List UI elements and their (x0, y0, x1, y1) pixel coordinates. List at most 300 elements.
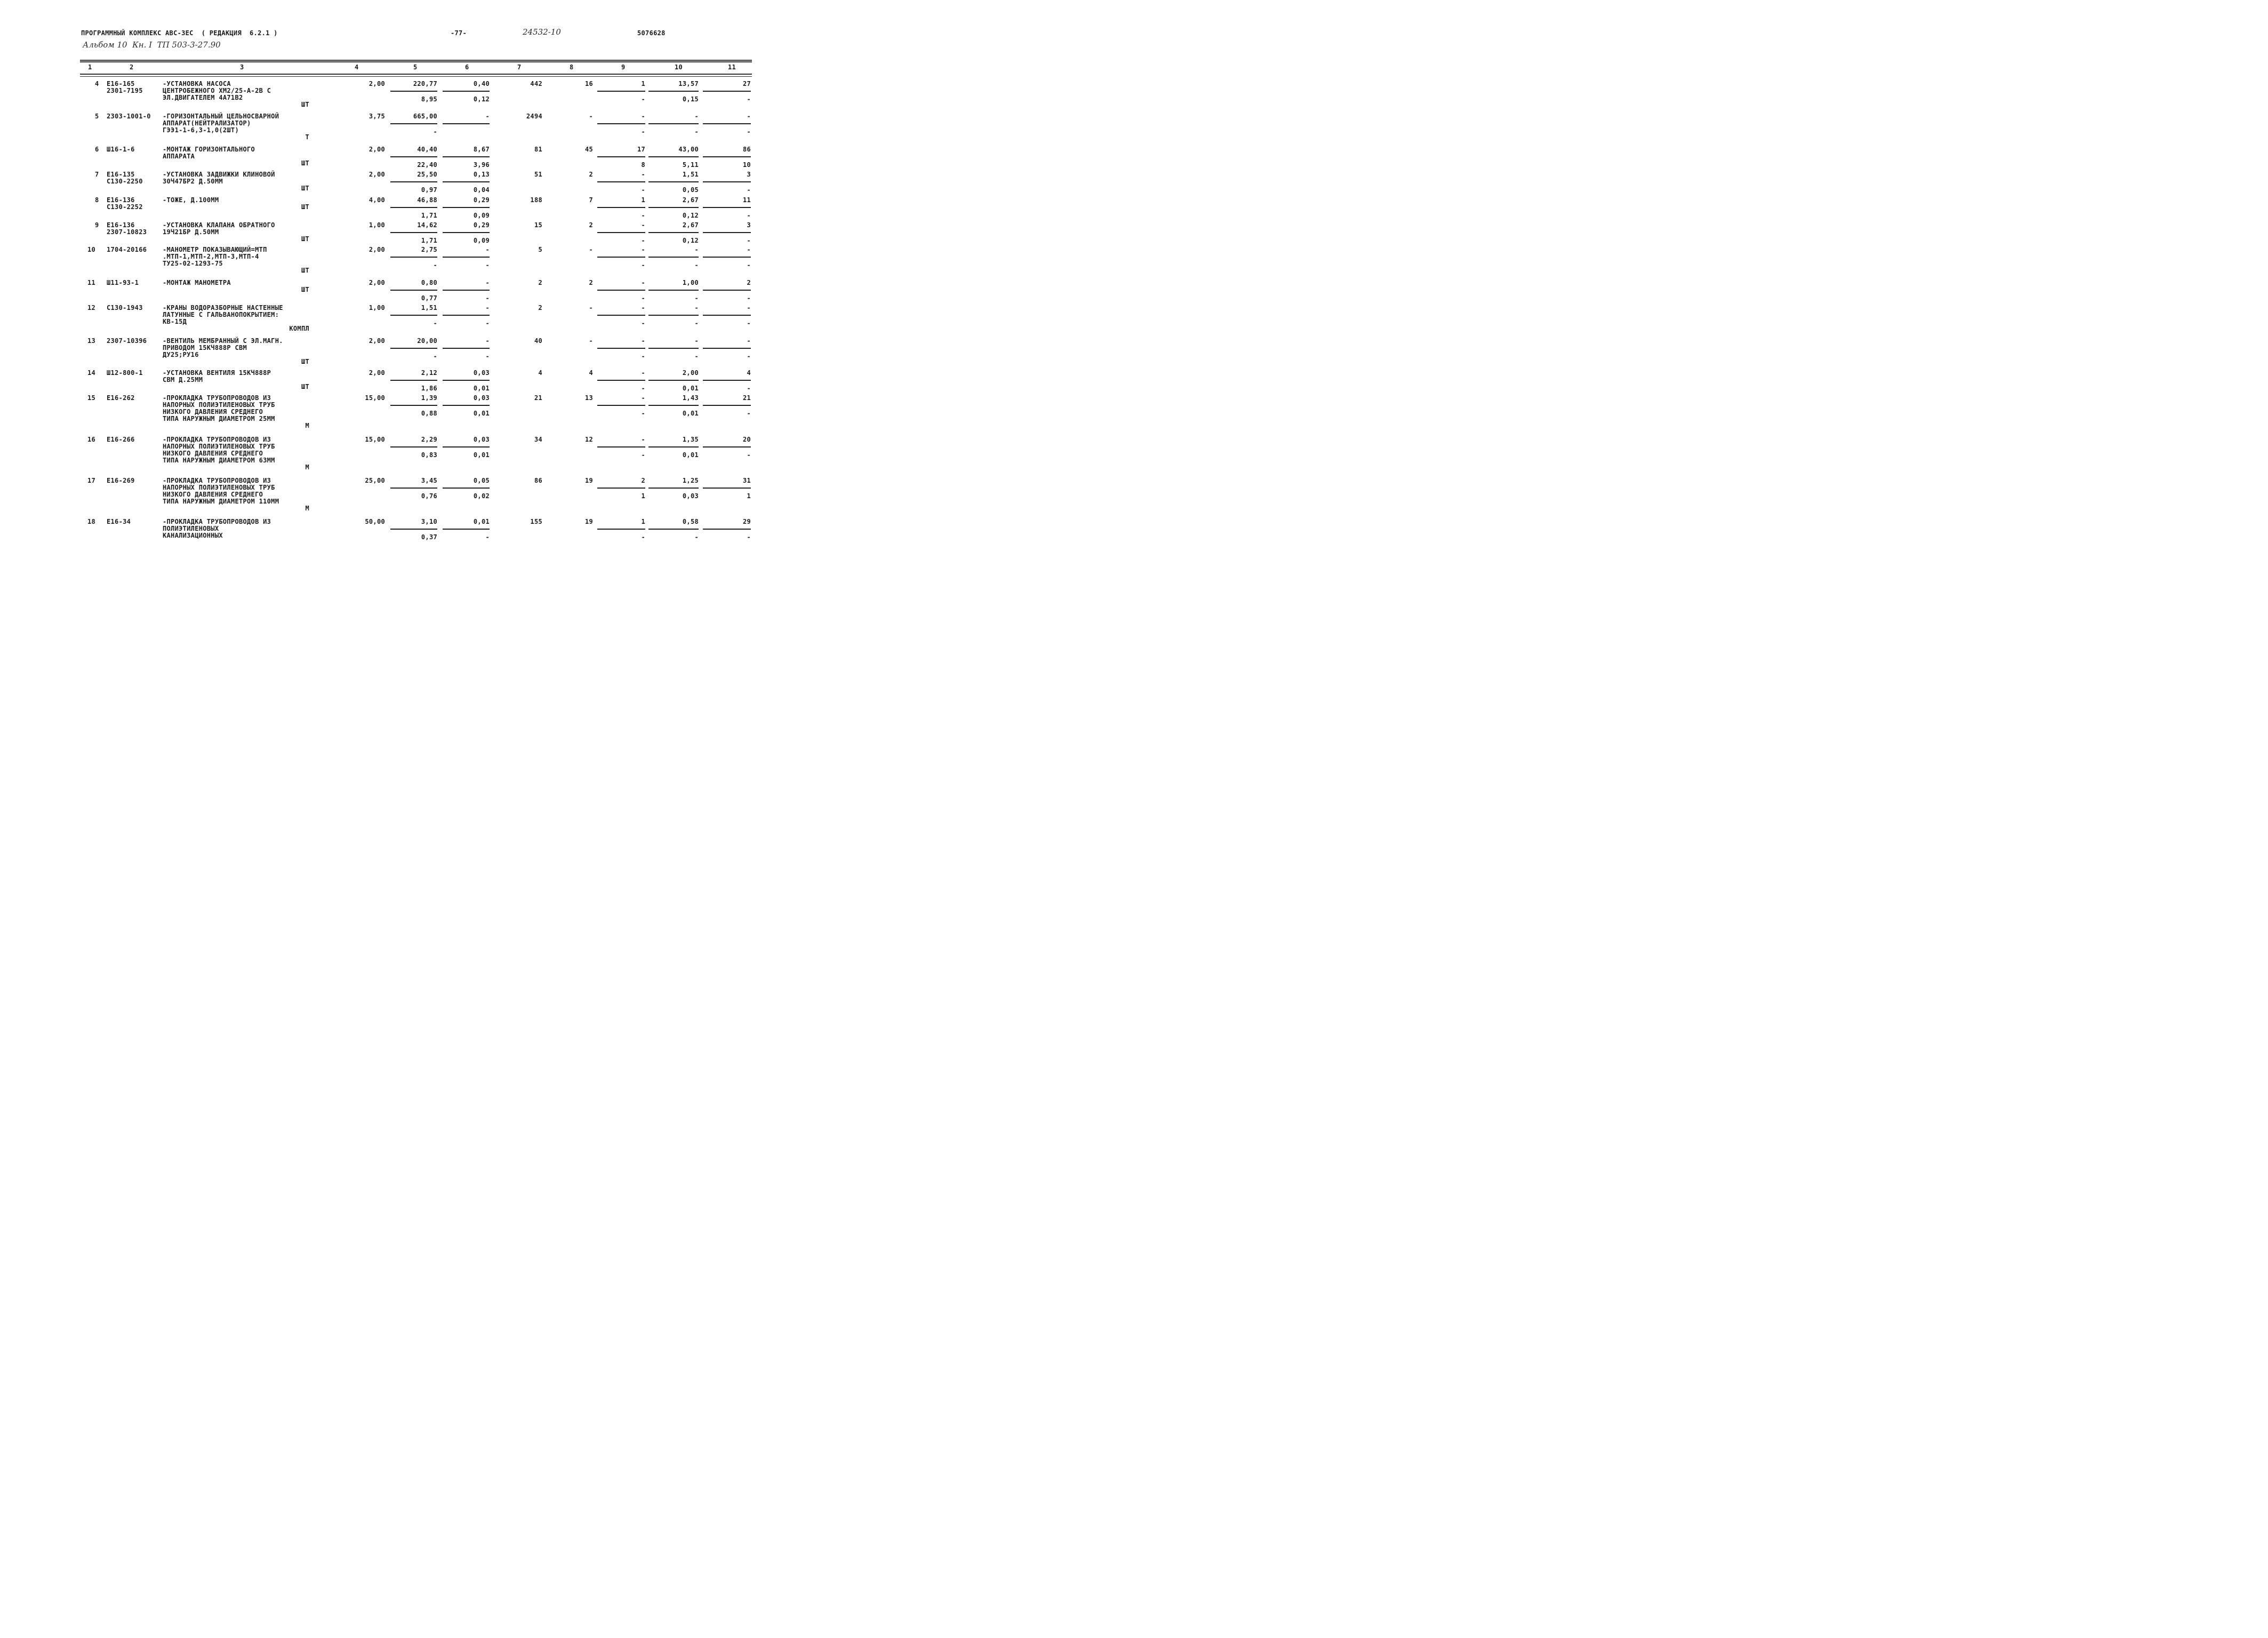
row-code: 2307-10396 (107, 337, 147, 345)
cell-col-9: - (641, 279, 645, 286)
row-code: Е16-136 2307-10823 (107, 221, 147, 236)
cell-col-10: 2,00 (682, 369, 699, 377)
cell-col-8: 19 (584, 518, 593, 525)
cell-col-6-secondary: - (485, 353, 490, 360)
cell-col-6: 0,03 (473, 369, 490, 377)
cell-col-11: 31 (742, 477, 751, 484)
row-unit: М (305, 505, 309, 512)
cell-underline (443, 123, 490, 124)
row-number: 13 (87, 337, 96, 345)
document-code: 5076628 (637, 29, 666, 37)
col-head-8: 8 (570, 63, 574, 71)
row-number: 14 (87, 369, 96, 377)
cell-col-9-secondary: - (641, 353, 645, 360)
cell-col-8: - (589, 113, 593, 120)
cell-col-11: 4 (747, 369, 751, 377)
cell-col-11-secondary: - (747, 95, 751, 103)
cell-col-9: - (641, 394, 645, 402)
cell-col-9: 17 (637, 146, 645, 153)
cell-col-5-secondary: - (433, 353, 437, 360)
row-unit: ШТ (301, 235, 309, 243)
cell-col-6: 0,03 (473, 394, 490, 402)
cell-underline (648, 348, 699, 349)
cell-col-10-secondary: - (694, 294, 699, 302)
cell-col-5-secondary: - (433, 261, 437, 269)
cell-underline (648, 123, 699, 124)
cell-col-6: - (485, 304, 490, 311)
cell-col-4: 50,00 (365, 518, 385, 525)
cell-col-11: 21 (742, 394, 751, 402)
cell-col-4: 4,00 (368, 196, 385, 204)
cell-col-6-secondary: 0,12 (473, 95, 490, 103)
cell-col-10: 2,67 (682, 196, 699, 204)
row-unit: ШТ (301, 203, 309, 211)
row-unit: ШТ (301, 185, 309, 192)
cell-col-9-secondary: - (641, 95, 645, 103)
cell-col-11: 3 (747, 171, 751, 178)
row-description: -УСТАНОВКА ВЕНТИЛЯ 15КЧ888Р СВМ Д.25ММ (163, 369, 271, 383)
row-unit: ШТ (301, 159, 309, 167)
cell-col-7: 2494 (526, 113, 542, 120)
cell-underline (443, 156, 490, 157)
col-head-5: 5 (413, 63, 418, 71)
cell-col-11-secondary: - (747, 410, 751, 417)
cell-col-10: 1,43 (682, 394, 699, 402)
row-unit: ШТ (301, 101, 309, 108)
cell-col-4: 2,00 (368, 171, 385, 178)
cell-col-9-secondary: - (641, 385, 645, 392)
cell-col-5-secondary: 0,77 (421, 294, 437, 302)
cell-col-6: - (485, 113, 490, 120)
cell-col-9: 1 (641, 80, 645, 87)
cell-col-6-secondary: 0,01 (473, 410, 490, 417)
cell-underline (390, 91, 437, 92)
row-number: 9 (95, 221, 99, 229)
cell-underline (390, 315, 437, 316)
cell-col-11-secondary: - (747, 261, 751, 269)
row-number: 6 (95, 146, 99, 153)
cell-col-10: 0,58 (682, 518, 699, 525)
cell-col-7: 2 (538, 279, 542, 286)
cell-col-7: 40 (534, 337, 542, 345)
cell-col-9: - (641, 246, 645, 253)
cell-col-5: 25,50 (417, 171, 437, 178)
cell-underline (648, 156, 699, 157)
col-head-6: 6 (465, 63, 469, 71)
cell-underline (703, 156, 751, 157)
cell-col-7: 5 (538, 246, 542, 253)
cell-col-10-secondary: - (694, 353, 699, 360)
cell-underline (597, 232, 645, 233)
album-note: Альбом 10 Кн. I ТП 503-3-27.90 (83, 40, 221, 50)
row-description: -ГОРИЗОНТАЛЬНЫЙ ЦЕЛЬНОСВАРНОЙ АППАРАТ(НЕЙТРАЛИЗАТОР) ГЭЭ1-1-6,3-1,0(2ШТ) (163, 113, 279, 134)
cell-col-8: - (589, 337, 593, 345)
cell-col-8: 2 (589, 221, 593, 229)
cell-col-9-secondary: 8 (641, 161, 645, 169)
cell-col-5-secondary: 1,86 (421, 385, 437, 392)
cell-col-7: 51 (534, 171, 542, 178)
cell-col-11: 29 (742, 518, 751, 525)
cell-col-9-secondary: - (641, 128, 645, 135)
cell-col-6: 0,01 (473, 518, 490, 525)
cell-underline (443, 315, 490, 316)
header-bottom-rule (80, 74, 752, 75)
page-number: -77- (451, 29, 467, 37)
cell-col-11-secondary: - (747, 353, 751, 360)
cell-col-4: 2,00 (368, 246, 385, 253)
cell-col-5: 0,80 (421, 279, 437, 286)
row-number: 4 (95, 80, 99, 87)
cell-col-9-secondary: - (641, 410, 645, 417)
row-code: Е16-262 (107, 394, 135, 402)
cell-col-10-secondary: 0,01 (682, 451, 699, 459)
cell-underline (597, 257, 645, 258)
row-description: -МОНТАЖ ГОРИЗОНТАЛЬНОГО АППАРАТА (163, 146, 255, 160)
cell-underline (597, 91, 645, 92)
cell-underline (703, 91, 751, 92)
row-unit: ШТ (301, 286, 309, 293)
cell-underline (648, 380, 699, 381)
cell-col-5-secondary: 1,71 (421, 212, 437, 219)
col-head-9: 9 (621, 63, 626, 71)
cell-underline (648, 315, 699, 316)
cell-col-6-secondary: - (485, 319, 490, 327)
cell-underline (703, 529, 751, 530)
col-head-2: 2 (130, 63, 134, 71)
cell-underline (443, 91, 490, 92)
cell-col-4: 2,00 (368, 337, 385, 345)
cell-col-4: 3,75 (368, 113, 385, 120)
cell-col-10-secondary: - (694, 261, 699, 269)
document-page (0, 0, 826, 599)
cell-col-4: 2,00 (368, 279, 385, 286)
cell-underline (390, 207, 437, 208)
col-head-10: 10 (675, 63, 683, 71)
cell-col-8: 19 (584, 477, 593, 484)
cell-underline (597, 207, 645, 208)
cell-underline (703, 123, 751, 124)
cell-col-5: 2,75 (421, 246, 437, 253)
cell-col-7: 15 (534, 221, 542, 229)
cell-col-7: 4 (538, 369, 542, 377)
cell-col-4: 2,00 (368, 80, 385, 87)
row-code: Ш16-1-6 (107, 146, 135, 153)
row-number: 17 (87, 477, 96, 484)
cell-col-4: 2,00 (368, 369, 385, 377)
cell-col-11: - (747, 246, 751, 253)
cell-col-6: 0,13 (473, 171, 490, 178)
row-description: -ВЕНТИЛЬ МЕМБРАННЫЙ С ЭЛ.МАГН. ПРИВОДОМ 15КЧ888Р СВМ ДУ25;РУ16 (163, 337, 283, 358)
cell-col-6: 8,67 (473, 146, 490, 153)
cell-col-9-secondary: - (641, 294, 645, 302)
cell-col-5: 2,12 (421, 369, 437, 377)
cell-col-6: 0,40 (473, 80, 490, 87)
row-code: Е16-269 (107, 477, 135, 484)
cell-col-8: - (589, 304, 593, 311)
cell-col-8: 16 (584, 80, 593, 87)
cell-col-11: 11 (742, 196, 751, 204)
cell-col-4: 2,00 (368, 146, 385, 153)
cell-underline (648, 290, 699, 291)
row-number: 16 (87, 436, 96, 443)
cell-col-5-secondary: 0,88 (421, 410, 437, 417)
row-description: -МОНТАЖ МАНОМЕТРА (163, 279, 231, 286)
cell-underline (703, 315, 751, 316)
cell-col-9-secondary: - (641, 212, 645, 219)
cell-col-11-secondary: - (747, 237, 751, 244)
cell-col-11-secondary: - (747, 294, 751, 302)
cell-col-5: 220,77 (413, 80, 437, 87)
cell-col-10-secondary: 0,01 (682, 385, 699, 392)
row-description: -УСТАНОВКА НАСОСА ЦЕНТРОБЕЖНОГО ХМ2/25-А-2В С ЭЛ.ДВИГАТЕЛЕМ 4А71В2 (163, 80, 271, 101)
cell-underline (443, 446, 490, 448)
cell-underline (390, 405, 437, 406)
cell-col-10: 1,25 (682, 477, 699, 484)
cell-col-7: 188 (530, 196, 542, 204)
cell-col-6: 0,29 (473, 221, 490, 229)
row-number: 10 (87, 246, 96, 253)
cell-col-9: - (641, 221, 645, 229)
cell-col-10-secondary: 0,12 (682, 237, 699, 244)
row-description: -УСТАНОВКА КЛАПАНА ОБРАТНОГО 19Ч21БР Д.50ММ (163, 221, 275, 236)
cell-underline (443, 380, 490, 381)
cell-col-11: - (747, 304, 751, 311)
col-head-3: 3 (240, 63, 244, 71)
cell-underline (390, 446, 437, 448)
row-unit: КОМПЛ (289, 325, 309, 332)
cell-col-5: 20,00 (417, 337, 437, 345)
cell-underline (648, 232, 699, 233)
cell-col-4: 15,00 (365, 436, 385, 443)
row-code: Е16-165 2301-7195 (107, 80, 143, 94)
cell-col-5-secondary: 8,95 (421, 95, 437, 103)
cell-underline (443, 348, 490, 349)
cell-col-4: 15,00 (365, 394, 385, 402)
cell-col-5: 3,10 (421, 518, 437, 525)
row-description: -КРАНЫ ВОДОРАЗБОРНЫЕ НАСТЕННЫЕ ЛАТУННЫЕ С ГАЛЬВАНОПОКРЫТИЕМ: КВ-15Д (163, 304, 283, 325)
row-code: Е16-136 С130-2252 (107, 196, 143, 211)
cell-col-8: 4 (589, 369, 593, 377)
cell-col-10-secondary: 0,05 (682, 186, 699, 194)
cell-col-11-secondary: 10 (742, 161, 751, 169)
cell-col-5-secondary: 0,83 (421, 451, 437, 459)
cell-col-10: - (694, 337, 699, 345)
cell-underline (597, 529, 645, 530)
cell-col-9-secondary: - (641, 261, 645, 269)
cell-underline (597, 290, 645, 291)
cell-col-11-secondary: - (747, 319, 751, 327)
col-head-7: 7 (517, 63, 522, 71)
cell-col-9: - (641, 369, 645, 377)
cell-col-10: 1,00 (682, 279, 699, 286)
cell-underline (703, 257, 751, 258)
cell-underline (703, 488, 751, 489)
cell-underline (597, 446, 645, 448)
cell-col-11: - (747, 337, 751, 345)
cell-col-8: 13 (584, 394, 593, 402)
cell-col-6-secondary: 0,01 (473, 385, 490, 392)
cell-col-9: - (641, 171, 645, 178)
cell-underline (703, 446, 751, 448)
cell-col-9: 1 (641, 518, 645, 525)
row-unit: Т (305, 133, 309, 141)
cell-col-10: 1,35 (682, 436, 699, 443)
cell-col-4: 1,00 (368, 304, 385, 311)
row-unit: ШТ (301, 358, 309, 365)
cell-underline (648, 405, 699, 406)
cell-col-5: 46,88 (417, 196, 437, 204)
cell-underline (597, 405, 645, 406)
cell-underline (443, 290, 490, 291)
cell-underline (703, 405, 751, 406)
cell-col-8: 12 (584, 436, 593, 443)
cell-underline (390, 232, 437, 233)
cell-col-5: 3,45 (421, 477, 437, 484)
cell-col-11: 20 (742, 436, 751, 443)
cell-col-8: - (589, 246, 593, 253)
row-code: Е16-135 С130-2250 (107, 171, 143, 185)
cell-col-6-secondary: 0,09 (473, 212, 490, 219)
cell-underline (597, 123, 645, 124)
cell-col-6-secondary: - (485, 533, 490, 541)
cell-underline (703, 232, 751, 233)
cell-col-10: - (694, 113, 699, 120)
cell-underline (703, 348, 751, 349)
row-number: 8 (95, 196, 99, 204)
cell-underline (390, 348, 437, 349)
cell-underline (597, 488, 645, 489)
cell-col-7: 81 (534, 146, 542, 153)
cell-col-7: 34 (534, 436, 542, 443)
cell-col-6-secondary: 0,02 (473, 492, 490, 500)
cell-col-6-secondary: - (485, 261, 490, 269)
cell-underline (443, 488, 490, 489)
row-code: Е16-266 (107, 436, 135, 443)
cell-col-10-secondary: 0,01 (682, 410, 699, 417)
cell-col-11: 2 (747, 279, 751, 286)
row-code: С130-1943 (107, 304, 143, 311)
cell-underline (390, 156, 437, 157)
cell-col-5: 2,29 (421, 436, 437, 443)
row-code: Ш11-93-1 (107, 279, 139, 286)
cell-col-11: - (747, 113, 751, 120)
cell-col-5-secondary: 22,40 (417, 161, 437, 169)
table-top-rule-2 (80, 61, 752, 62)
row-unit: ШТ (301, 267, 309, 274)
row-description: -УСТАНОВКА ЗАДВИЖКИ КЛИНОВОЙ 30Ч47БР2 Д.50ММ (163, 171, 275, 185)
row-description: -ПРОКЛАДКА ТРУБОПРОВОДОВ ИЗ НАПОРНЫХ ПОЛИЭТИЛЕНОВЫХ ТРУБ НИЗКОГО ДАВЛЕНИЯ СРЕДНЕГО ТИПА НАРУЖНЫМ ДИАМЕТРОМ 110ММ (163, 477, 279, 505)
cell-col-9-secondary: - (641, 319, 645, 327)
cell-col-8: 2 (589, 279, 593, 286)
cell-col-8: 2 (589, 171, 593, 178)
cell-col-11-secondary: - (747, 385, 751, 392)
col-head-11: 11 (728, 63, 736, 71)
row-number: 12 (87, 304, 96, 311)
cell-col-11-secondary: - (747, 451, 751, 459)
cell-col-7: 21 (534, 394, 542, 402)
cell-col-5: 40,40 (417, 146, 437, 153)
cell-underline (390, 257, 437, 258)
cell-col-4: 1,00 (368, 221, 385, 229)
row-number: 11 (87, 279, 96, 286)
cell-underline (443, 405, 490, 406)
cell-underline (703, 207, 751, 208)
cell-col-9: - (641, 304, 645, 311)
cell-col-9: - (641, 436, 645, 443)
cell-col-11-secondary: 1 (747, 492, 751, 500)
cell-underline (390, 290, 437, 291)
row-code: Е16-34 (107, 518, 131, 525)
cell-underline (648, 257, 699, 258)
cell-col-7: 442 (530, 80, 542, 87)
cell-col-10: - (694, 246, 699, 253)
cell-underline (648, 446, 699, 448)
cell-underline (443, 207, 490, 208)
cell-underline (703, 290, 751, 291)
cell-col-8: 7 (589, 196, 593, 204)
row-code: Ш12-800-1 (107, 369, 143, 377)
cell-underline (703, 181, 751, 182)
cell-col-10: - (694, 304, 699, 311)
row-code: 1704-20166 (107, 246, 147, 253)
cell-underline (390, 380, 437, 381)
cell-col-11: 86 (742, 146, 751, 153)
cell-col-9-secondary: - (641, 237, 645, 244)
cell-col-9-secondary: - (641, 533, 645, 541)
cell-col-10: 1,51 (682, 171, 699, 178)
cell-underline (648, 181, 699, 182)
cell-col-6: - (485, 246, 490, 253)
cell-col-10-secondary: 0,03 (682, 492, 699, 500)
cell-col-11: 27 (742, 80, 751, 87)
header-bottom-rule-2 (80, 76, 752, 77)
cell-underline (390, 181, 437, 182)
cell-underline (597, 315, 645, 316)
cell-col-9-secondary: - (641, 451, 645, 459)
cell-col-10-secondary: - (694, 319, 699, 327)
cell-col-10-secondary: 0,12 (682, 212, 699, 219)
cell-col-6: 0,29 (473, 196, 490, 204)
row-number: 5 (95, 113, 99, 120)
cell-underline (597, 348, 645, 349)
row-description: -ПРОКЛАДКА ТРУБОПРОВОДОВ ИЗ НАПОРНЫХ ПОЛИЭТИЛЕНОВЫХ ТРУБ НИЗКОГО ДАВЛЕНИЯ СРЕДНЕГО ТИПА НАРУЖНЫМ ДИАМЕТРОМ 63ММ (163, 436, 275, 464)
row-number: 15 (87, 394, 96, 402)
cell-col-9: - (641, 337, 645, 345)
cell-col-6-secondary: 0,09 (473, 237, 490, 244)
cell-col-6: 0,03 (473, 436, 490, 443)
row-description: -ПРОКЛАДКА ТРУБОПРОВОДОВ ИЗ НАПОРНЫХ ПОЛИЭТИЛЕНОВЫХ ТРУБ НИЗКОГО ДАВЛЕНИЯ СРЕДНЕГО ТИПА НАРУЖНЫМ ДИАМЕТРОМ 25ММ (163, 394, 275, 422)
cell-col-6-secondary: 0,01 (473, 451, 490, 459)
cell-col-11-secondary: - (747, 186, 751, 194)
cell-col-9: - (641, 113, 645, 120)
cell-col-10: 43,00 (678, 146, 699, 153)
cell-col-11-secondary: - (747, 533, 751, 541)
cell-col-11-secondary: - (747, 212, 751, 219)
cell-col-4: 25,00 (365, 477, 385, 484)
cell-col-7: 2 (538, 304, 542, 311)
cell-col-10: 2,67 (682, 221, 699, 229)
cell-col-6-secondary: 0,04 (473, 186, 490, 194)
row-unit: М (305, 464, 309, 471)
cell-col-7: 86 (534, 477, 542, 484)
cell-underline (443, 232, 490, 233)
cell-col-9-secondary: - (641, 186, 645, 194)
cell-col-5: 665,00 (413, 113, 437, 120)
row-unit: ШТ (301, 383, 309, 390)
cell-col-9: 1 (641, 196, 645, 204)
cell-underline (703, 380, 751, 381)
cell-underline (648, 529, 699, 530)
